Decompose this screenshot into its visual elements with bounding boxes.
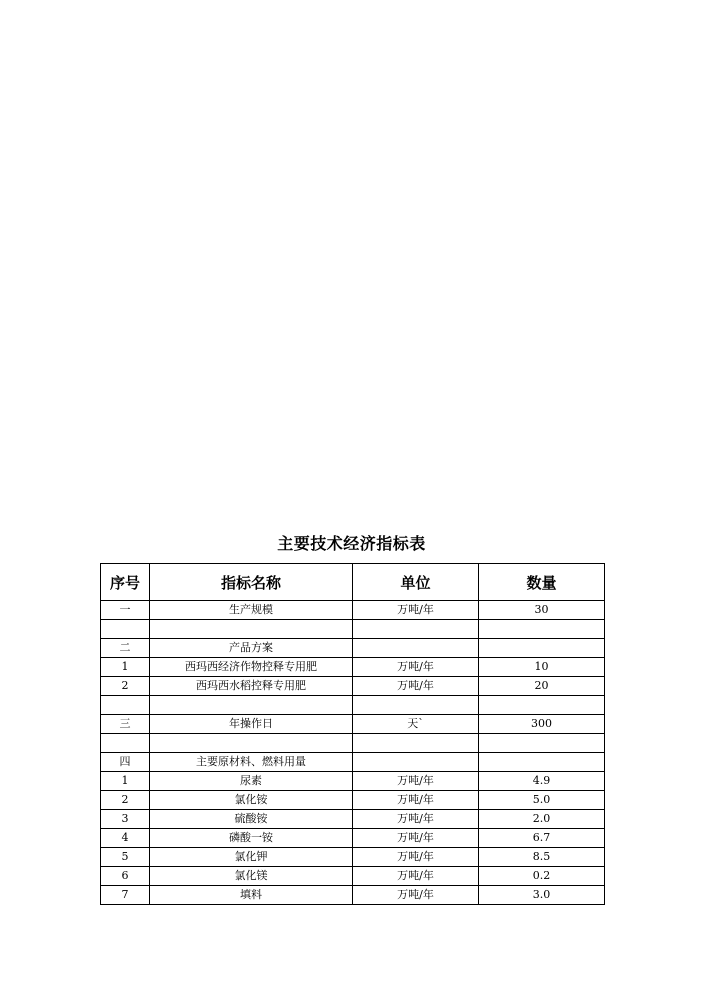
header-unit: 单位 <box>353 564 479 601</box>
table-title: 主要技术经济指标表 <box>277 534 426 553</box>
table-row <box>101 867 605 886</box>
cell-name: 产品方案 <box>150 639 353 658</box>
cell-quantity: 3.0 <box>479 886 605 905</box>
cell-seq: 四 <box>101 753 150 772</box>
cell-quantity: 6.7 <box>479 829 605 848</box>
cell-name: 硫酸铵 <box>150 810 353 829</box>
cell-quantity <box>479 696 605 715</box>
cell-unit <box>353 753 479 772</box>
table-row <box>101 620 605 639</box>
table-row <box>101 639 605 658</box>
cell-seq <box>101 734 150 753</box>
header-seq: 序号 <box>101 564 150 601</box>
cell-seq: 4 <box>101 829 150 848</box>
cell-unit: 万吨/年 <box>353 791 479 810</box>
cell-seq <box>101 696 150 715</box>
table-row <box>101 791 605 810</box>
cell-name: 西玛西水稻控释专用肥 <box>150 677 353 696</box>
cell-name <box>150 734 353 753</box>
cell-name: 氯化镁 <box>150 867 353 886</box>
cell-seq: 3 <box>101 810 150 829</box>
cell-unit: 万吨/年 <box>353 848 479 867</box>
cell-quantity <box>479 734 605 753</box>
cell-quantity: 30 <box>479 601 605 620</box>
cell-quantity <box>479 639 605 658</box>
table-row <box>101 715 605 734</box>
cell-unit: 万吨/年 <box>353 867 479 886</box>
cell-seq: 1 <box>101 658 150 677</box>
table-row <box>101 810 605 829</box>
cell-unit <box>353 734 479 753</box>
table-row <box>101 696 605 715</box>
cell-seq: 2 <box>101 677 150 696</box>
cell-quantity: 300 <box>479 715 605 734</box>
cell-unit: 万吨/年 <box>353 677 479 696</box>
cell-unit: 万吨/年 <box>353 829 479 848</box>
cell-quantity: 10 <box>479 658 605 677</box>
cell-seq: 1 <box>101 772 150 791</box>
cell-seq: 三 <box>101 715 150 734</box>
cell-name <box>150 696 353 715</box>
table-row <box>101 658 605 677</box>
indicator-table <box>100 563 605 905</box>
header-indicator-name: 指标名称 <box>150 564 353 601</box>
cell-unit <box>353 620 479 639</box>
table-row <box>101 601 605 620</box>
cell-unit: 万吨/年 <box>353 772 479 791</box>
header-row <box>101 564 605 601</box>
table-row <box>101 848 605 867</box>
table-row <box>101 753 605 772</box>
cell-seq: 二 <box>101 639 150 658</box>
header-quantity: 数量 <box>479 564 605 601</box>
cell-name <box>150 620 353 639</box>
table-row <box>101 734 605 753</box>
cell-name: 主要原材料、燃料用量 <box>150 753 353 772</box>
cell-quantity: 4.9 <box>479 772 605 791</box>
cell-unit: 万吨/年 <box>353 601 479 620</box>
cell-seq: 7 <box>101 886 150 905</box>
cell-quantity: 8.5 <box>479 848 605 867</box>
cell-name: 氯化钾 <box>150 848 353 867</box>
cell-unit <box>353 639 479 658</box>
cell-name: 磷酸一铵 <box>150 829 353 848</box>
cell-quantity <box>479 753 605 772</box>
cell-seq <box>101 620 150 639</box>
cell-quantity <box>479 620 605 639</box>
cell-quantity: 20 <box>479 677 605 696</box>
table-row <box>101 772 605 791</box>
cell-name: 生产规模 <box>150 601 353 620</box>
cell-seq: 6 <box>101 867 150 886</box>
cell-seq: 一 <box>101 601 150 620</box>
cell-quantity: 2.0 <box>479 810 605 829</box>
cell-name: 填料 <box>150 886 353 905</box>
cell-name: 氯化铵 <box>150 791 353 810</box>
cell-name: 西玛西经济作物控释专用肥 <box>150 658 353 677</box>
cell-quantity: 0.2 <box>479 867 605 886</box>
cell-seq: 5 <box>101 848 150 867</box>
cell-unit: 万吨/年 <box>353 886 479 905</box>
cell-name: 尿素 <box>150 772 353 791</box>
cell-seq: 2 <box>101 791 150 810</box>
table-row <box>101 829 605 848</box>
cell-quantity: 5.0 <box>479 791 605 810</box>
cell-unit: 万吨/年 <box>353 810 479 829</box>
table-row <box>101 886 605 905</box>
table-row <box>101 677 605 696</box>
cell-unit <box>353 696 479 715</box>
cell-unit: 天` <box>353 715 479 734</box>
cell-unit: 万吨/年 <box>353 658 479 677</box>
cell-name: 年操作日 <box>150 715 353 734</box>
